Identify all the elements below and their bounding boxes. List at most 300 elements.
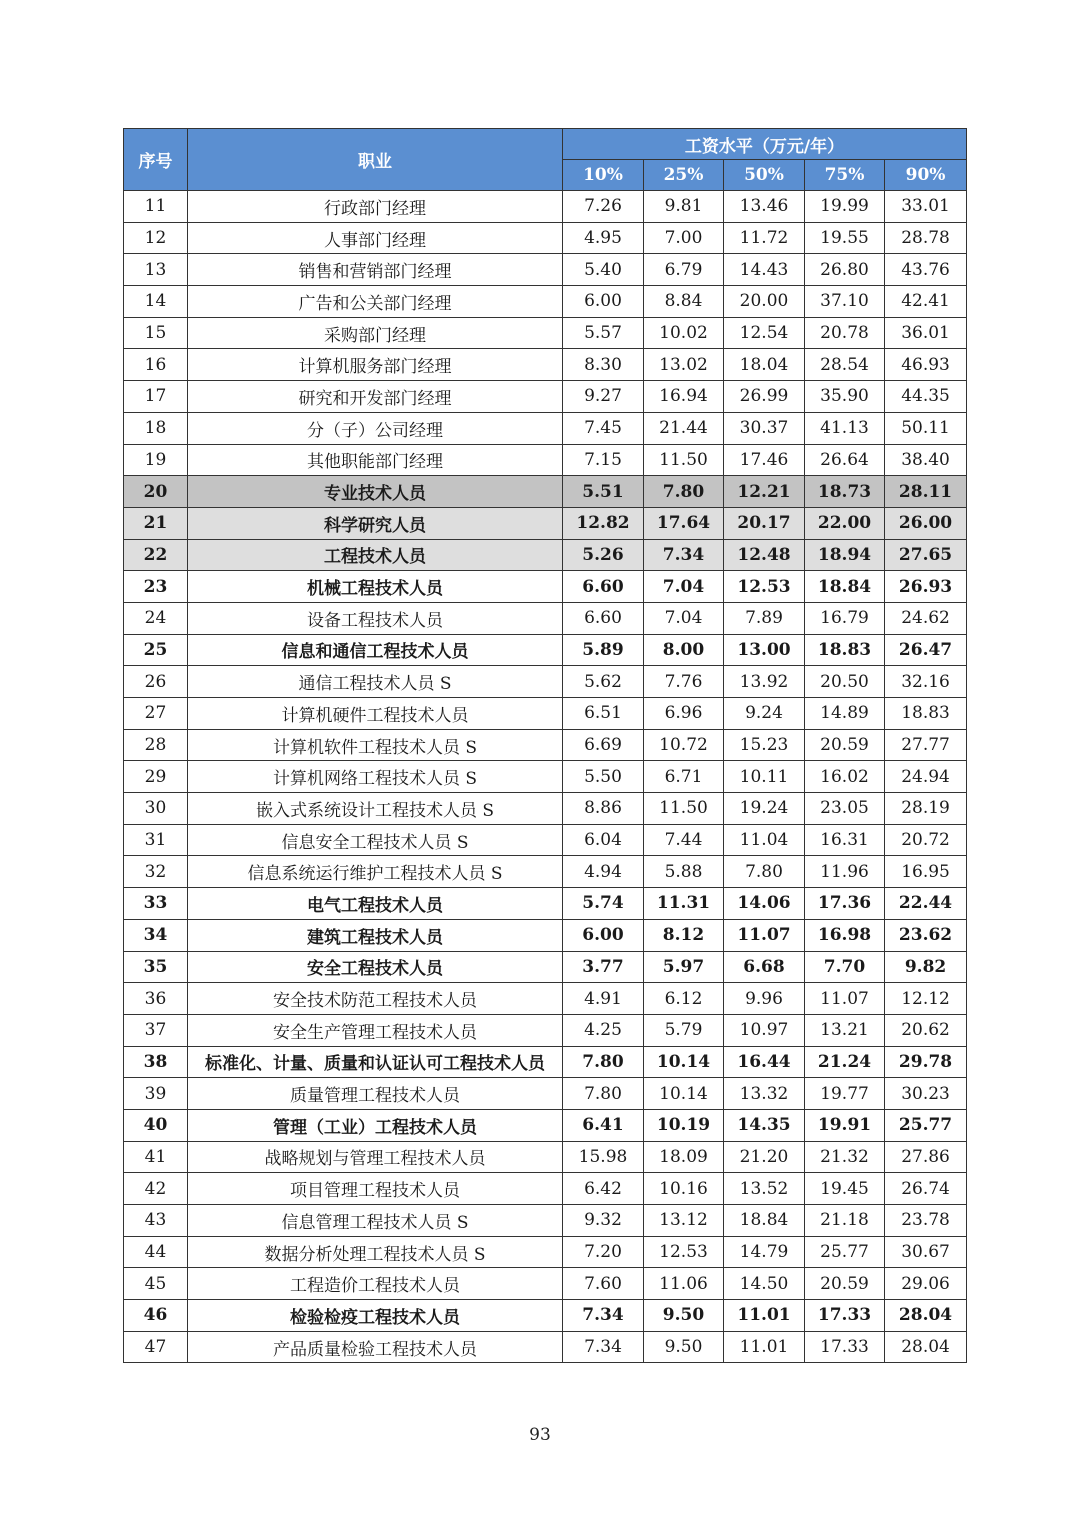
cell-salary-p75: 17.33	[805, 1300, 885, 1332]
cell-salary-p90: 26.47	[885, 634, 967, 666]
table-row	[124, 602, 967, 634]
cell-salary-p25: 10.16	[644, 1173, 724, 1205]
cell-salary-p25: 11.50	[644, 793, 724, 825]
cell-salary-p90: 23.78	[885, 1205, 967, 1237]
cell-seq: 45	[124, 1268, 188, 1300]
cell-salary-p50: 21.20	[724, 1141, 805, 1173]
cell-salary-p10: 6.60	[563, 602, 644, 634]
cell-salary-p75: 21.24	[805, 1046, 885, 1078]
cell-seq: 41	[124, 1141, 188, 1173]
cell-occupation: 标准化、计量、质量和认证认可工程技术人员	[188, 1046, 563, 1078]
cell-salary-p50: 18.04	[724, 349, 805, 381]
cell-salary-p25: 7.00	[644, 222, 724, 254]
cell-salary-p25: 8.00	[644, 634, 724, 666]
cell-salary-p25: 12.53	[644, 1236, 724, 1268]
cell-salary-p75: 18.84	[805, 571, 885, 603]
cell-salary-p90: 23.62	[885, 919, 967, 951]
cell-salary-p10: 7.60	[563, 1268, 644, 1300]
cell-occupation: 计算机服务部门经理	[188, 349, 563, 381]
cell-occupation: 研究和开发部门经理	[188, 381, 563, 413]
cell-salary-p75: 13.21	[805, 1014, 885, 1046]
header-salary-group: 工资水平（万元/年）	[563, 129, 967, 160]
cell-salary-p75: 41.13	[805, 412, 885, 444]
cell-salary-p90: 36.01	[885, 317, 967, 349]
cell-salary-p75: 17.33	[805, 1331, 885, 1363]
cell-seq: 37	[124, 1014, 188, 1046]
cell-occupation: 安全生产管理工程技术人员	[188, 1014, 563, 1046]
cell-salary-p75: 26.80	[805, 254, 885, 286]
cell-salary-p75: 7.70	[805, 951, 885, 983]
cell-salary-p50: 9.24	[724, 698, 805, 730]
cell-salary-p25: 17.64	[644, 507, 724, 539]
cell-seq: 11	[124, 191, 188, 223]
cell-seq: 22	[124, 539, 188, 571]
cell-salary-p25: 8.12	[644, 919, 724, 951]
cell-occupation: 安全工程技术人员	[188, 951, 563, 983]
cell-salary-p25: 9.50	[644, 1300, 724, 1332]
cell-occupation: 设备工程技术人员	[188, 602, 563, 634]
cell-seq: 26	[124, 666, 188, 698]
cell-salary-p25: 5.97	[644, 951, 724, 983]
cell-salary-p25: 10.72	[644, 729, 724, 761]
cell-salary-p90: 20.72	[885, 824, 967, 856]
header-percentile-50: 50%	[724, 160, 805, 191]
table-row	[124, 381, 967, 413]
cell-salary-p50: 12.48	[724, 539, 805, 571]
cell-salary-p10: 5.40	[563, 254, 644, 286]
cell-salary-p10: 7.34	[563, 1300, 644, 1332]
cell-seq: 43	[124, 1205, 188, 1237]
cell-salary-p25: 5.79	[644, 1014, 724, 1046]
table-row	[124, 1046, 967, 1078]
cell-salary-p50: 11.07	[724, 919, 805, 951]
cell-salary-p75: 11.96	[805, 856, 885, 888]
header-percentile-10: 10%	[563, 160, 644, 191]
table-row	[124, 1268, 967, 1300]
cell-salary-p90: 38.40	[885, 444, 967, 476]
cell-occupation: 项目管理工程技术人员	[188, 1173, 563, 1205]
cell-salary-p50: 17.46	[724, 444, 805, 476]
cell-salary-p10: 6.04	[563, 824, 644, 856]
header-percentile-90: 90%	[885, 160, 967, 191]
table-body	[124, 191, 967, 1363]
cell-salary-p90: 28.04	[885, 1300, 967, 1332]
cell-salary-p10: 9.27	[563, 381, 644, 413]
cell-salary-p25: 6.79	[644, 254, 724, 286]
cell-salary-p90: 16.95	[885, 856, 967, 888]
cell-seq: 29	[124, 761, 188, 793]
cell-salary-p25: 10.14	[644, 1046, 724, 1078]
cell-occupation: 产品质量检验工程技术人员	[188, 1331, 563, 1363]
cell-salary-p90: 29.06	[885, 1268, 967, 1300]
cell-occupation: 管理（工业）工程技术人员	[188, 1109, 563, 1141]
cell-salary-p90: 20.62	[885, 1014, 967, 1046]
cell-salary-p75: 20.59	[805, 729, 885, 761]
cell-salary-p25: 21.44	[644, 412, 724, 444]
table-row	[124, 1014, 967, 1046]
cell-salary-p25: 7.04	[644, 602, 724, 634]
cell-salary-p90: 42.41	[885, 286, 967, 318]
cell-occupation: 信息安全工程技术人员 S	[188, 824, 563, 856]
table-row	[124, 191, 967, 223]
cell-occupation: 分（子）公司经理	[188, 412, 563, 444]
cell-salary-p25: 6.71	[644, 761, 724, 793]
cell-salary-p75: 26.64	[805, 444, 885, 476]
cell-occupation: 人事部门经理	[188, 222, 563, 254]
cell-salary-p75: 17.36	[805, 888, 885, 920]
cell-seq: 40	[124, 1109, 188, 1141]
cell-occupation: 采购部门经理	[188, 317, 563, 349]
cell-salary-p75: 19.45	[805, 1173, 885, 1205]
cell-seq: 21	[124, 507, 188, 539]
table-row	[124, 1141, 967, 1173]
cell-salary-p10: 7.80	[563, 1046, 644, 1078]
cell-seq: 17	[124, 381, 188, 413]
cell-salary-p90: 33.01	[885, 191, 967, 223]
cell-occupation: 计算机硬件工程技术人员	[188, 698, 563, 730]
cell-salary-p50: 13.52	[724, 1173, 805, 1205]
cell-salary-p90: 22.44	[885, 888, 967, 920]
cell-occupation: 质量管理工程技术人员	[188, 1078, 563, 1110]
cell-salary-p90: 9.82	[885, 951, 967, 983]
cell-salary-p75: 23.05	[805, 793, 885, 825]
cell-salary-p50: 11.04	[724, 824, 805, 856]
cell-salary-p25: 7.76	[644, 666, 724, 698]
cell-salary-p25: 13.12	[644, 1205, 724, 1237]
cell-salary-p50: 11.72	[724, 222, 805, 254]
cell-salary-p50: 12.53	[724, 571, 805, 603]
cell-salary-p25: 6.96	[644, 698, 724, 730]
cell-salary-p50: 13.00	[724, 634, 805, 666]
cell-occupation: 通信工程技术人员 S	[188, 666, 563, 698]
table-row	[124, 888, 967, 920]
table-row	[124, 1236, 967, 1268]
cell-salary-p75: 20.50	[805, 666, 885, 698]
cell-occupation: 电气工程技术人员	[188, 888, 563, 920]
cell-salary-p10: 6.60	[563, 571, 644, 603]
table-row	[124, 983, 967, 1015]
table-row	[124, 254, 967, 286]
cell-salary-p10: 6.00	[563, 919, 644, 951]
cell-salary-p75: 16.02	[805, 761, 885, 793]
cell-salary-p25: 16.94	[644, 381, 724, 413]
cell-salary-p50: 16.44	[724, 1046, 805, 1078]
cell-seq: 18	[124, 412, 188, 444]
cell-salary-p25: 13.02	[644, 349, 724, 381]
cell-salary-p75: 19.55	[805, 222, 885, 254]
table-row	[124, 729, 967, 761]
cell-salary-p10: 6.42	[563, 1173, 644, 1205]
cell-occupation: 计算机网络工程技术人员 S	[188, 761, 563, 793]
cell-salary-p50: 20.00	[724, 286, 805, 318]
table-row	[124, 634, 967, 666]
cell-salary-p25: 11.06	[644, 1268, 724, 1300]
cell-salary-p10: 7.15	[563, 444, 644, 476]
cell-salary-p50: 18.84	[724, 1205, 805, 1237]
cell-salary-p90: 27.65	[885, 539, 967, 571]
cell-salary-p50: 11.01	[724, 1331, 805, 1363]
cell-salary-p90: 27.86	[885, 1141, 967, 1173]
cell-salary-p25: 6.12	[644, 983, 724, 1015]
cell-occupation: 建筑工程技术人员	[188, 919, 563, 951]
cell-salary-p50: 14.06	[724, 888, 805, 920]
cell-salary-p90: 50.11	[885, 412, 967, 444]
cell-salary-p10: 4.91	[563, 983, 644, 1015]
cell-salary-p10: 15.98	[563, 1141, 644, 1173]
header-percentile-75: 75%	[805, 160, 885, 191]
table-row	[124, 1300, 967, 1332]
cell-salary-p90: 12.12	[885, 983, 967, 1015]
cell-salary-p25: 11.31	[644, 888, 724, 920]
table-row	[124, 1173, 967, 1205]
cell-seq: 35	[124, 951, 188, 983]
cell-seq: 34	[124, 919, 188, 951]
cell-salary-p50: 10.11	[724, 761, 805, 793]
cell-salary-p90: 28.19	[885, 793, 967, 825]
page-number: 93	[529, 1425, 551, 1445]
cell-occupation: 安全技术防范工程技术人员	[188, 983, 563, 1015]
cell-salary-p50: 26.99	[724, 381, 805, 413]
cell-salary-p75: 16.31	[805, 824, 885, 856]
cell-salary-p75: 18.94	[805, 539, 885, 571]
cell-seq: 24	[124, 602, 188, 634]
cell-salary-p75: 19.77	[805, 1078, 885, 1110]
cell-seq: 32	[124, 856, 188, 888]
table-row	[124, 507, 967, 539]
cell-salary-p10: 8.30	[563, 349, 644, 381]
cell-occupation: 工程技术人员	[188, 539, 563, 571]
cell-salary-p25: 8.84	[644, 286, 724, 318]
cell-salary-p10: 6.00	[563, 286, 644, 318]
cell-occupation: 其他职能部门经理	[188, 444, 563, 476]
cell-salary-p90: 44.35	[885, 381, 967, 413]
cell-seq: 36	[124, 983, 188, 1015]
cell-salary-p50: 14.35	[724, 1109, 805, 1141]
cell-salary-p50: 30.37	[724, 412, 805, 444]
cell-salary-p75: 37.10	[805, 286, 885, 318]
cell-salary-p25: 10.14	[644, 1078, 724, 1110]
cell-occupation: 信息和通信工程技术人员	[188, 634, 563, 666]
cell-salary-p10: 8.86	[563, 793, 644, 825]
header-occupation: 职业	[188, 129, 563, 191]
table-row	[124, 761, 967, 793]
cell-occupation: 数据分析处理工程技术人员 S	[188, 1236, 563, 1268]
table-row	[124, 571, 967, 603]
table-row	[124, 412, 967, 444]
cell-seq: 23	[124, 571, 188, 603]
cell-salary-p10: 5.26	[563, 539, 644, 571]
cell-salary-p90: 24.94	[885, 761, 967, 793]
cell-salary-p25: 10.02	[644, 317, 724, 349]
cell-salary-p10: 7.34	[563, 1331, 644, 1363]
cell-occupation: 行政部门经理	[188, 191, 563, 223]
cell-salary-p25: 18.09	[644, 1141, 724, 1173]
cell-salary-p25: 10.19	[644, 1109, 724, 1141]
cell-salary-p75: 14.89	[805, 698, 885, 730]
table-row	[124, 1109, 967, 1141]
cell-seq: 30	[124, 793, 188, 825]
cell-salary-p10: 6.69	[563, 729, 644, 761]
table-row	[124, 539, 967, 571]
table-row	[124, 919, 967, 951]
table-row	[124, 856, 967, 888]
table-row	[124, 317, 967, 349]
cell-salary-p90: 28.04	[885, 1331, 967, 1363]
table-row	[124, 222, 967, 254]
cell-salary-p50: 10.97	[724, 1014, 805, 1046]
table-row	[124, 951, 967, 983]
cell-salary-p25: 9.50	[644, 1331, 724, 1363]
cell-salary-p25: 7.44	[644, 824, 724, 856]
cell-salary-p50: 14.79	[724, 1236, 805, 1268]
table-row	[124, 824, 967, 856]
table-row	[124, 444, 967, 476]
cell-salary-p75: 11.07	[805, 983, 885, 1015]
cell-salary-p75: 25.77	[805, 1236, 885, 1268]
cell-salary-p90: 27.77	[885, 729, 967, 761]
cell-salary-p90: 26.74	[885, 1173, 967, 1205]
cell-seq: 44	[124, 1236, 188, 1268]
cell-salary-p10: 7.26	[563, 191, 644, 223]
cell-occupation: 信息系统运行维护工程技术人员 S	[188, 856, 563, 888]
cell-seq: 38	[124, 1046, 188, 1078]
cell-salary-p25: 7.04	[644, 571, 724, 603]
table-header	[124, 129, 967, 191]
cell-seq: 16	[124, 349, 188, 381]
table-row	[124, 666, 967, 698]
cell-salary-p75: 16.79	[805, 602, 885, 634]
cell-salary-p25: 7.34	[644, 539, 724, 571]
cell-salary-p50: 12.54	[724, 317, 805, 349]
cell-salary-p50: 6.68	[724, 951, 805, 983]
cell-salary-p10: 6.41	[563, 1109, 644, 1141]
cell-occupation: 嵌入式系统设计工程技术人员 S	[188, 793, 563, 825]
cell-salary-p10: 5.74	[563, 888, 644, 920]
cell-salary-p50: 19.24	[724, 793, 805, 825]
table-row	[124, 1331, 967, 1363]
cell-salary-p90: 25.77	[885, 1109, 967, 1141]
cell-salary-p10: 5.62	[563, 666, 644, 698]
cell-salary-p25: 7.80	[644, 476, 724, 508]
header-percentile-25: 25%	[644, 160, 724, 191]
cell-occupation: 科学研究人员	[188, 507, 563, 539]
cell-seq: 25	[124, 634, 188, 666]
cell-salary-p10: 9.32	[563, 1205, 644, 1237]
cell-seq: 28	[124, 729, 188, 761]
cell-seq: 19	[124, 444, 188, 476]
header-seq: 序号	[124, 129, 188, 191]
cell-salary-p75: 20.59	[805, 1268, 885, 1300]
cell-salary-p75: 21.32	[805, 1141, 885, 1173]
cell-salary-p90: 18.83	[885, 698, 967, 730]
cell-salary-p10: 7.20	[563, 1236, 644, 1268]
cell-salary-p25: 9.81	[644, 191, 724, 223]
cell-salary-p10: 5.51	[563, 476, 644, 508]
cell-salary-p75: 28.54	[805, 349, 885, 381]
cell-salary-p90: 28.78	[885, 222, 967, 254]
cell-salary-p75: 18.83	[805, 634, 885, 666]
cell-salary-p50: 7.80	[724, 856, 805, 888]
cell-seq: 46	[124, 1300, 188, 1332]
cell-salary-p75: 19.91	[805, 1109, 885, 1141]
table-row	[124, 1205, 967, 1237]
cell-salary-p50: 13.92	[724, 666, 805, 698]
cell-salary-p90: 26.00	[885, 507, 967, 539]
table-row	[124, 476, 967, 508]
cell-salary-p10: 5.50	[563, 761, 644, 793]
cell-salary-p75: 35.90	[805, 381, 885, 413]
cell-salary-p10: 7.45	[563, 412, 644, 444]
cell-salary-p75: 18.73	[805, 476, 885, 508]
cell-salary-p50: 14.43	[724, 254, 805, 286]
cell-salary-p90: 32.16	[885, 666, 967, 698]
cell-occupation: 信息管理工程技术人员 S	[188, 1205, 563, 1237]
cell-salary-p25: 5.88	[644, 856, 724, 888]
cell-salary-p75: 16.98	[805, 919, 885, 951]
cell-salary-p90: 46.93	[885, 349, 967, 381]
cell-salary-p75: 20.78	[805, 317, 885, 349]
cell-salary-p90: 26.93	[885, 571, 967, 603]
salary-table	[123, 128, 967, 1363]
cell-occupation: 机械工程技术人员	[188, 571, 563, 603]
cell-salary-p10: 5.57	[563, 317, 644, 349]
cell-salary-p50: 15.23	[724, 729, 805, 761]
cell-occupation: 广告和公关部门经理	[188, 286, 563, 318]
cell-salary-p75: 19.99	[805, 191, 885, 223]
cell-seq: 20	[124, 476, 188, 508]
cell-salary-p50: 11.01	[724, 1300, 805, 1332]
cell-salary-p25: 11.50	[644, 444, 724, 476]
cell-salary-p10: 4.94	[563, 856, 644, 888]
cell-salary-p90: 43.76	[885, 254, 967, 286]
cell-occupation: 检验检疫工程技术人员	[188, 1300, 563, 1332]
cell-salary-p90: 29.78	[885, 1046, 967, 1078]
cell-seq: 27	[124, 698, 188, 730]
cell-salary-p90: 24.62	[885, 602, 967, 634]
cell-salary-p50: 13.32	[724, 1078, 805, 1110]
cell-salary-p50: 7.89	[724, 602, 805, 634]
cell-salary-p90: 28.11	[885, 476, 967, 508]
cell-occupation: 战略规划与管理工程技术人员	[188, 1141, 563, 1173]
cell-seq: 47	[124, 1331, 188, 1363]
cell-seq: 31	[124, 824, 188, 856]
table-row	[124, 698, 967, 730]
cell-salary-p50: 12.21	[724, 476, 805, 508]
cell-salary-p90: 30.67	[885, 1236, 967, 1268]
table-row	[124, 349, 967, 381]
cell-seq: 15	[124, 317, 188, 349]
cell-salary-p90: 30.23	[885, 1078, 967, 1110]
cell-occupation: 工程造价工程技术人员	[188, 1268, 563, 1300]
cell-salary-p50: 13.46	[724, 191, 805, 223]
cell-occupation: 销售和营销部门经理	[188, 254, 563, 286]
cell-salary-p10: 7.80	[563, 1078, 644, 1110]
cell-salary-p10: 12.82	[563, 507, 644, 539]
cell-salary-p10: 6.51	[563, 698, 644, 730]
cell-occupation: 专业技术人员	[188, 476, 563, 508]
cell-salary-p10: 4.25	[563, 1014, 644, 1046]
cell-seq: 33	[124, 888, 188, 920]
cell-seq: 14	[124, 286, 188, 318]
cell-salary-p10: 3.77	[563, 951, 644, 983]
cell-salary-p50: 20.17	[724, 507, 805, 539]
table-row	[124, 1078, 967, 1110]
cell-salary-p75: 22.00	[805, 507, 885, 539]
cell-salary-p75: 21.18	[805, 1205, 885, 1237]
cell-salary-p10: 5.89	[563, 634, 644, 666]
cell-seq: 12	[124, 222, 188, 254]
cell-salary-p10: 4.95	[563, 222, 644, 254]
